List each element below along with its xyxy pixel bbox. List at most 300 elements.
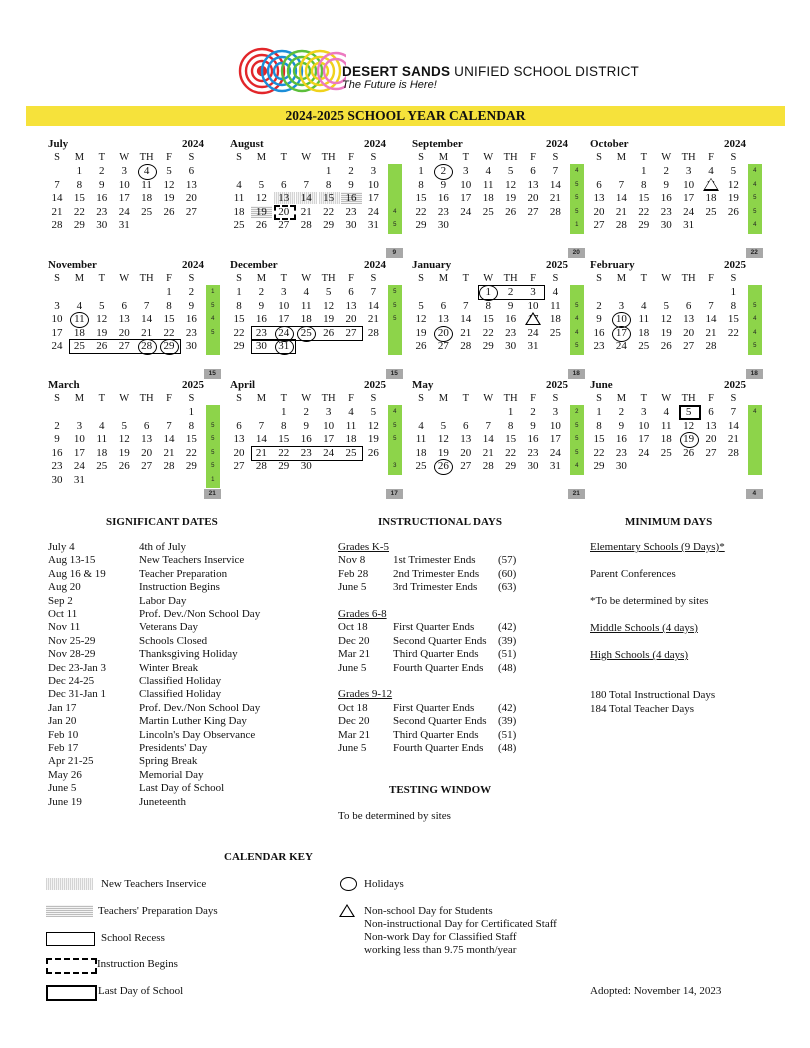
day-number: 5 [166,165,172,177]
day-number: 16 [660,192,672,204]
significant-event: Schools Closed [139,634,208,647]
adopted-date: Adopted: November 14, 2023 [590,985,722,997]
day-number: 14 [727,419,739,432]
day-number: 8 [188,419,195,432]
weekly-count: 5 [393,316,397,322]
holiday-circle-icon [434,326,453,342]
day-number: 5 [121,419,127,432]
testing-window-text: To be determined by sites [338,810,451,822]
day-number: 25 [73,340,85,352]
day-number: 19 [727,192,739,204]
day-number: 8 [641,178,647,191]
weekday-header: S [236,393,242,404]
weekly-count: 5 [211,449,215,456]
day-number: 21 [705,326,717,339]
significant-date: Apr 21-25 [48,755,94,768]
term-days: (48) [498,661,517,674]
day-number: 14 [51,192,63,204]
total-teacher-days: 184 Total Teacher Days [590,703,695,715]
day-number: 12 [660,313,672,325]
weekly-count: 5 [211,302,215,309]
weekday-header: W [661,393,672,404]
day-number: 22 [727,326,739,339]
nonschool-label-3: Non-work Day for Classified Staff [364,931,517,943]
day-number: 29 [233,340,245,352]
significant-event: Presidents' Day [139,742,208,754]
weekday-header: TH [139,152,154,163]
term-date: Dec 20 [338,715,370,728]
significant-event: Spring Break [139,755,198,768]
day-number: 2 [618,406,625,418]
weekday-header: S [54,393,60,404]
significant-event: Instruction Begins [139,581,220,594]
day-number: 25 [705,205,717,218]
day-number: 2 [348,165,354,177]
term-days: (48) [498,742,517,754]
month-august [228,138,398,258]
day-number: 3 [76,419,83,432]
day-number: 7 [708,299,714,312]
weekday-header: S [370,273,377,284]
day-number: 13 [345,299,357,312]
day-number: 2 [303,406,309,418]
day-number: 23 [300,446,312,459]
day-number: 6 [708,406,714,418]
day-number: 8 [76,178,83,191]
monthly-total: 21 [204,489,221,499]
weekly-count: 5 [393,422,397,429]
weekday-header: W [483,152,494,163]
prep-days-swatch [46,905,93,917]
day-number: 10 [638,419,650,432]
day-number: 3 [370,165,377,177]
last-day-swatch [46,985,97,1001]
weekday-header: M [438,152,449,163]
day-number: 22 [278,446,290,459]
weekday-header: T [98,152,105,163]
day-number: 25 [141,205,153,218]
day-number: 21 [549,192,561,204]
day-number: 17 [323,433,335,445]
weekday-header: W [661,273,672,284]
day-number: 13 [705,419,717,432]
significant-event: 4th of July [139,541,187,553]
day-number: 9 [303,419,309,432]
day-number: 28 [51,219,63,231]
day-number: 26 [367,446,379,459]
day-number: 3 [54,299,60,312]
day-number: 29 [482,340,494,352]
day-number: 19 [323,313,335,325]
weekly-count: 5 [211,329,215,336]
weekday-header: TH [139,393,154,404]
day-number: 10 [118,178,130,191]
day-number: 6 [530,165,536,177]
weekday-header: T [640,152,647,163]
day-number: 17 [278,313,290,325]
day-number: 22 [593,446,605,459]
grade-group-label: Grades K-5 [338,541,390,553]
month-february [588,259,758,379]
weekday-header: S [596,393,602,404]
term-event: Second Quarter Ends [393,715,487,728]
day-number: 1 [507,406,514,418]
weekday-header: T [640,273,647,284]
weekday-header: M [74,393,85,404]
day-number: 6 [121,299,127,312]
day-number: 9 [54,433,60,445]
day-number: 29 [163,340,175,352]
day-number: 1 [730,286,737,298]
day-number: 22 [233,326,245,339]
weekday-header: M [616,393,627,404]
day-number: 5 [370,406,377,418]
significant-date: Dec 24-25 [48,675,95,687]
day-number: 23 [505,326,517,339]
day-number: 16 [51,446,63,459]
term-event: First Quarter Ends [393,701,475,714]
day-number: 29 [73,219,85,231]
day-number: 5 [258,178,265,191]
significant-event: Memorial Day [139,768,204,781]
day-number: 20 [278,205,290,218]
day-number: 2 [507,286,514,298]
month-november [46,259,216,379]
weekly-count: 5 [575,449,579,456]
day-number: 27 [185,205,197,218]
day-number: 24 [460,205,472,218]
weekly-count: 4 [753,222,757,228]
nonschool-triangle-icon [703,178,719,191]
school-recess-box [251,446,363,461]
day-number: 22 [482,326,494,339]
day-number: 9 [663,178,669,191]
day-number: 29 [638,219,650,231]
day-number: 17 [51,326,63,339]
day-number: 18 [233,205,245,218]
holiday-circle-icon [340,877,357,891]
weekly-count: 5 [393,222,397,228]
weekly-count: 5 [393,436,397,442]
weekly-count: 5 [753,343,757,349]
day-number: 29 [593,460,605,472]
day-number: 23 [345,205,357,218]
day-number: 28 [141,340,153,352]
day-number: 3 [552,406,559,418]
day-number: 23 [527,446,539,459]
day-number: 1 [418,165,424,177]
day-number: 14 [300,192,312,204]
day-number: 11 [300,299,312,312]
day-number: 14 [460,313,472,325]
day-number: 6 [348,286,354,298]
weekly-count: 5 [575,208,579,215]
day-number: 22 [73,205,85,218]
day-number: 14 [615,192,627,204]
day-number: 5 [440,419,447,432]
day-number: 12 [505,178,517,191]
day-number: 16 [185,313,197,325]
month-name: February [590,259,635,271]
day-number: 4 [143,165,150,177]
new-teachers-label: New Teachers Inservice [101,878,207,890]
day-number: 10 [549,419,561,432]
nonschool-label-4: working less than 9.75 month/year [364,944,517,956]
day-number: 23 [255,326,267,339]
day-number: 31 [278,340,290,352]
weekday-header: T [280,152,287,163]
term-days: (60) [498,567,517,580]
monthly-total: 17 [386,489,403,499]
term-date: June 5 [338,742,367,754]
instructional-days-title: INSTRUCTIONAL DAYS [378,516,502,528]
day-number: 3 [325,406,332,418]
new-teachers-swatch [46,878,93,890]
weekday-header: W [119,393,130,404]
day-number: 7 [258,419,265,432]
day-number: 13 [118,313,130,325]
weekday-header: S [418,393,424,404]
day-number: 17 [118,192,130,204]
month-october [588,138,758,258]
weekday-header: F [166,152,172,163]
weekly-count: 4 [575,168,579,174]
weekly-count-column [748,405,762,475]
term-days: (57) [498,554,517,567]
weekly-count: 5 [575,422,579,429]
weekday-header: W [119,273,130,284]
weekday-header: S [552,152,559,163]
day-number: 15 [73,192,85,204]
weekly-count: 5 [753,195,757,201]
day-number: 22 [505,446,517,459]
day-number: 9 [99,178,105,191]
term-days: (51) [498,648,517,661]
day-number: 11 [482,178,494,191]
day-number: 19 [118,446,130,459]
month-name: September [412,138,463,150]
weekday-header: S [370,152,377,163]
weekday-header: F [530,393,536,404]
weekly-count: 4 [393,208,397,215]
day-number: 27 [233,460,245,472]
day-number: 15 [482,313,494,325]
day-number: 24 [323,446,335,459]
day-number: 24 [51,340,63,352]
weekly-count: 1 [575,222,579,228]
day-number: 18 [73,326,85,339]
day-number: 18 [660,433,672,445]
weekday-header: T [462,273,469,284]
day-number: 10 [615,313,627,325]
day-number: 24 [278,326,290,339]
monthly-total: 21 [568,489,585,499]
day-number: 9 [348,178,354,191]
day-number: 5 [663,299,669,312]
day-number: 14 [482,433,494,445]
weekly-count: 5 [211,422,215,429]
significant-event: Lincoln's Day Observance [139,728,256,741]
day-number: 7 [552,165,559,177]
day-number: 18 [549,313,561,325]
day-number: 4 [236,178,242,191]
day-number: 23 [660,205,672,218]
weekday-header: TH [139,273,154,284]
monthly-total: 9 [386,248,403,258]
month-year: 2024 [364,259,386,271]
last-day-label: Last Day of School [98,985,184,997]
day-number: 19 [415,326,427,339]
weekday-header: F [530,152,536,163]
weekly-count: 4 [753,409,757,415]
school-recess-swatch [46,932,95,946]
day-number: 27 [705,446,717,459]
day-number: 16 [345,192,357,204]
day-number: 30 [96,219,108,231]
day-number: 29 [278,460,290,472]
day-number: 26 [683,446,695,459]
day-number: 6 [143,419,150,432]
instruction-begins-label: Instruction Begins [97,958,178,970]
day-number: 4 [418,419,424,432]
day-number: 18 [141,192,153,204]
day-number: 16 [615,433,627,445]
day-number: 30 [660,219,672,231]
grade-group-label: Grades 9-12 [338,688,393,701]
day-number: 3 [618,299,625,312]
term-date: Feb 28 [338,567,369,580]
weekday-header: T [98,273,105,284]
day-number: 20 [683,326,695,339]
significant-date: Aug 16 & 19 [48,567,106,580]
weekday-header: S [188,273,195,284]
month-name: May [412,379,434,391]
day-number: 28 [367,326,379,339]
day-number: 13 [233,433,245,445]
weekly-count: 5 [575,302,579,309]
significant-event: Classified Holiday [139,675,222,687]
day-number: 11 [141,178,152,191]
elementary-minimum: Elementary Schools (9 Days)* [590,541,725,553]
day-number: 6 [236,419,242,432]
day-number: 24 [638,446,650,459]
term-date: Oct 18 [338,701,368,714]
day-number: 4 [485,165,491,177]
day-number: 11 [233,192,245,204]
weekly-count: 4 [753,329,757,336]
day-number: 15 [163,313,175,325]
day-number: 27 [345,326,357,339]
significant-event: Veterans Day [139,621,198,634]
day-number: 27 [593,219,605,231]
weekday-header: T [280,273,287,284]
day-number: 8 [485,299,491,312]
day-number: 27 [460,460,472,472]
weekday-header: W [301,393,312,404]
monthly-total: 18 [746,369,763,379]
tbd-note: *To be determined by sites [590,595,709,607]
day-number: 24 [367,205,379,218]
holiday-circle-icon [138,164,157,180]
day-number: 18 [415,446,427,459]
day-number: 21 [300,205,312,218]
day-number: 14 [549,178,561,191]
month-year: 2025 [182,379,204,391]
day-number: 16 [300,433,312,445]
significant-event: Thanksgiving Holiday [139,648,238,661]
day-number: 6 [685,299,692,312]
day-number: 6 [463,419,469,432]
day-number: 3 [685,165,692,177]
day-number: 19 [660,326,672,339]
day-number: 2 [440,165,447,177]
weekly-count: 5 [211,436,215,442]
day-number: 9 [440,178,447,191]
weekly-count: 5 [393,302,397,309]
weekday-header: S [596,152,602,163]
day-number: 26 [118,460,130,472]
day-number: 18 [345,433,357,445]
day-number: 30 [300,460,312,472]
significant-date: Nov 25-29 [48,634,96,647]
month-may [410,379,580,499]
day-number: 25 [300,326,312,339]
significant-date: Oct 11 [48,608,78,620]
day-number: 15 [505,433,517,445]
weekly-count: 4 [753,181,757,188]
month-name: December [230,259,278,271]
day-number: 25 [660,446,672,459]
day-number: 24 [549,446,561,459]
day-number: 5 [730,165,737,177]
day-number: 10 [323,419,335,432]
day-number: 3 [121,165,127,177]
term-date: Nov 8 [338,554,366,567]
day-number: 26 [96,340,108,352]
weekly-count: 5 [575,195,579,201]
logo-rings-icon [236,46,346,96]
weekday-header: TH [503,393,518,404]
day-number: 21 [51,205,63,218]
day-number: 30 [345,219,357,231]
monthly-total: 15 [204,369,221,379]
weekday-header: F [166,273,172,284]
day-number: 23 [593,340,605,352]
day-number: 1 [76,165,83,177]
middle-minimum: Middle Schools (4 days) [590,622,698,634]
day-number: 30 [615,460,627,472]
weekly-count: 4 [753,168,757,174]
weekday-header: F [708,273,714,284]
month-name: January [412,259,452,271]
weekly-count: 5 [211,463,215,469]
day-number: 4 [348,406,354,418]
school-recess-box [69,339,181,354]
significant-date: Feb 17 [48,742,79,754]
day-number: 10 [73,433,85,445]
day-number: 27 [141,460,153,472]
day-number: 1 [236,286,242,298]
day-number: 21 [615,205,627,218]
weekday-header: M [438,393,449,404]
day-number: 1 [596,406,602,418]
day-number: 17 [549,433,561,445]
day-number: 21 [460,326,472,339]
day-number: 4 [303,286,309,298]
term-event: Second Quarter Ends [393,634,487,647]
day-number: 6 [188,165,195,177]
weekday-header: M [438,273,449,284]
